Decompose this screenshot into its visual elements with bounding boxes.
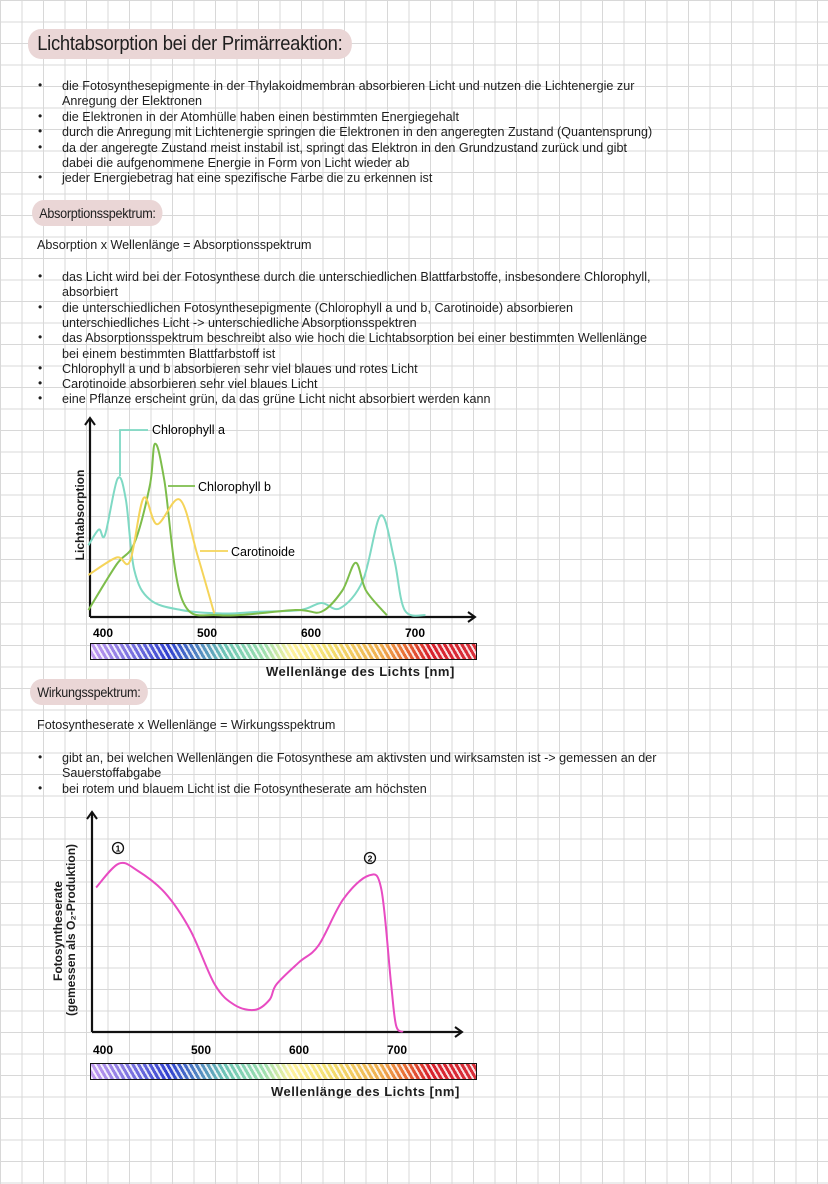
- bullet-text: Chlorophyll a und b absorbieren sehr viel blaues und rotes Licht: [62, 361, 418, 376]
- heading-wirkungsspektrum: Wirkungsspektrum:: [30, 679, 148, 705]
- bullet-text: bei einem bestimmten Blattfarbstoff ist: [62, 346, 276, 361]
- chart2-ylabel-line1: Fotosyntheserate: [51, 880, 65, 982]
- bullet-text: bei rotem und blauem Licht ist die Fotosyntheserate am höchsten: [62, 781, 427, 796]
- legend-label: Chlorophyll a: [152, 423, 225, 437]
- bullet-icon: •: [38, 750, 43, 764]
- bullet-text: jeder Energiebetrag hat eine spezifische Farbe die zu erkennen ist: [62, 171, 433, 186]
- bullet-icon: •: [38, 376, 43, 391]
- bullet-icon: •: [38, 330, 43, 345]
- legend-label: Chlorophyll b: [198, 480, 271, 494]
- legend-label: Carotinoide: [231, 545, 295, 559]
- chart2-ylabel: [51, 843, 78, 1016]
- x-tick-label: 400: [92, 626, 114, 640]
- bullet-text: die unterschiedlichen Fotosynthesepigmente (Chlorophyll a und b, Carotinoide) absorbieren: [62, 300, 574, 315]
- bullet-icon: •: [38, 124, 43, 139]
- bullet-text: die Elektronen in der Atomhülle haben einen bestimmten Energiegehalt: [62, 109, 459, 124]
- bullet-text: durch die Anregung mit Lichtenergie springen die Elektronen in den angeregten Zustand (Quantensprung): [62, 125, 653, 140]
- bullet-text: eine Pflanze erscheint grün, da das grüne Licht nicht absorbiert werden kann: [62, 392, 491, 407]
- chart2-ylabel-line2: (gemessen als O₂-Produktion): [64, 843, 78, 1016]
- x-tick-label: 500: [196, 626, 218, 640]
- bullet-icon: •: [38, 269, 43, 283]
- x-tick-label: 400: [92, 1043, 114, 1057]
- chart1-ylabel: Lichtabsorption: [73, 469, 87, 561]
- bullet-text: Anregung der Elektronen: [62, 94, 203, 109]
- page-title: Lichtabsorption bei der Primärreaktion:: [28, 29, 352, 59]
- action-formula: Fotosyntheserate x Wellenlänge = Wirkungsspektrum: [37, 718, 336, 732]
- bullet-icon: •: [38, 139, 43, 154]
- bullet-text: dabei die aufgenommene Energie in Form von Licht wieder ab: [62, 156, 410, 170]
- bullet-text: Sauerstoffabgabe: [62, 766, 162, 781]
- bullet-icon: •: [38, 299, 43, 314]
- bullet-icon: •: [38, 78, 43, 92]
- bullet-text: da der angeregte Zustand meist instabil ist, springt das Elektron in den Grundzustand zurück und gibt: [62, 140, 627, 155]
- bullet-text: gibt an, bei welchen Wellenlängen die Fotosynthese am aktivsten und wirksamsten ist -> gemessen an der: [62, 751, 657, 765]
- annotation-label: 1: [115, 843, 121, 854]
- bullet-icon: •: [38, 360, 43, 375]
- bullet-text: Carotinoide absorbieren sehr viel blaues Licht: [62, 377, 318, 392]
- absorption-formula: Absorption x Wellenlänge = Absorptionsspektrum: [37, 238, 312, 252]
- bullet-text: absorbiert: [62, 285, 119, 300]
- x-tick-label: 600: [300, 626, 322, 640]
- annotation-label: 2: [367, 853, 373, 864]
- chart1-xlabel: Wellenlänge des Lichts [nm]: [266, 664, 455, 679]
- bullet-icon: •: [38, 170, 43, 185]
- axes: [92, 812, 462, 1032]
- chart2-spectrum-bar: [90, 1063, 477, 1080]
- bullet-text: die Fotosynthesepigmente in der Thylakoidmembran absorbieren Licht und nutzen die Lichtenergie zur: [62, 79, 635, 93]
- bullet-icon: •: [38, 391, 43, 406]
- series-line-fotosyntheserate: [96, 863, 403, 1032]
- x-tick-label: 700: [404, 626, 426, 640]
- bullet-text: das Licht wird bei der Fotosynthese durch die unterschiedlichen Blattfarbstoffe, insbesondere Chlorophyll,: [62, 270, 651, 284]
- x-tick-label: 500: [190, 1043, 212, 1057]
- x-tick-label: 700: [386, 1043, 408, 1057]
- bullet-icon: •: [38, 780, 43, 795]
- heading-absorptionsspektrum: Absorptionsspektrum:: [32, 200, 163, 226]
- bullet-text: unterschiedliches Licht -> unterschiedliche Absorptionsspektren: [62, 315, 417, 330]
- x-tick-label: 600: [288, 1043, 310, 1057]
- bullet-icon: •: [38, 108, 43, 123]
- bullet-text: das Absorptionsspektrum beschreibt also wie hoch die Lichtabsorption bei einer bestimmten Wellenlänge: [62, 331, 648, 346]
- chart2-xlabel: Wellenlänge des Lichts [nm]: [271, 1084, 460, 1099]
